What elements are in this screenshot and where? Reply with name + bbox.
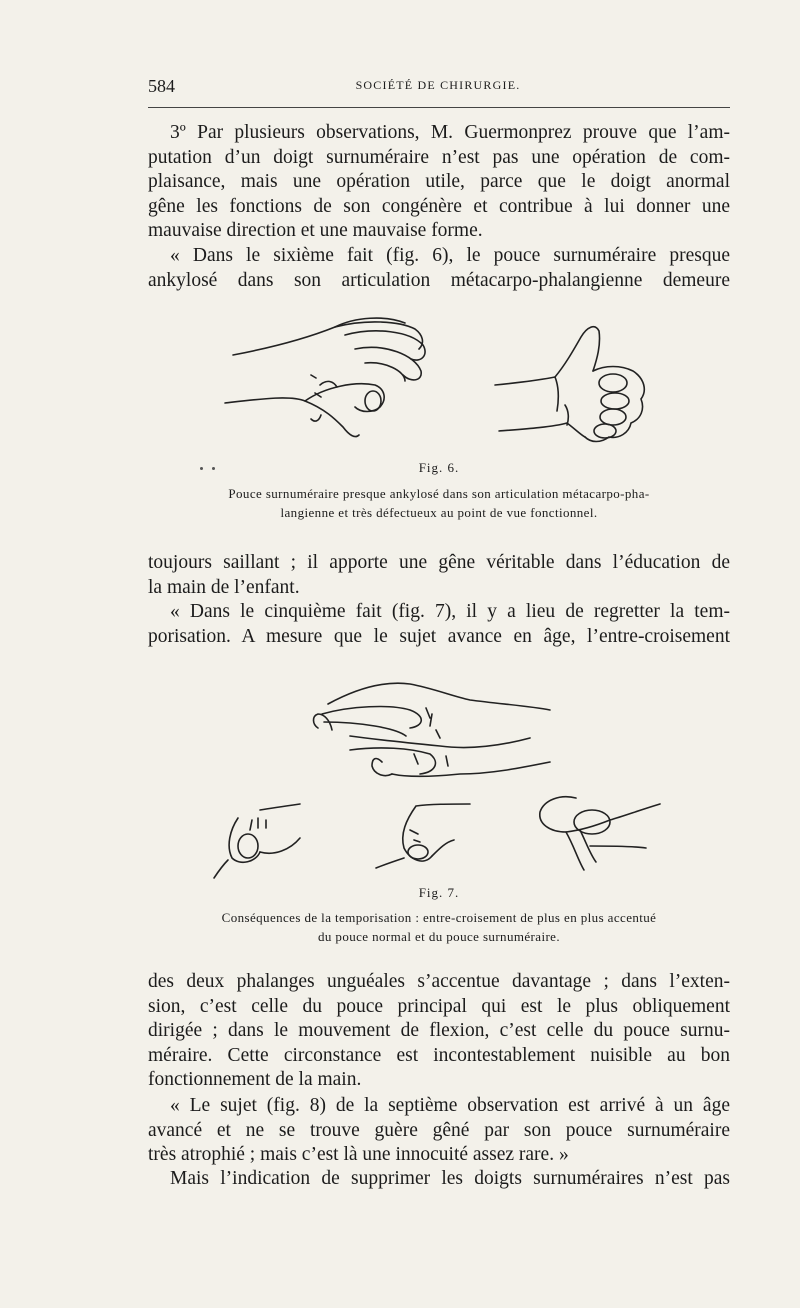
figure-7-illustration — [200, 670, 680, 885]
thumb-detail-1-drawing — [214, 804, 300, 878]
page-number: 584 — [148, 76, 175, 96]
text-line: mauvaise direction et une mauvaise forme. — [148, 220, 483, 241]
figure-7-caption — [148, 908, 730, 946]
caption-line: du pouce normal et du pouce surnuméraire. — [317, 929, 560, 944]
text-line: avancé et ne se trouve guère gêné par son pouce surnuméraire — [148, 1119, 730, 1141]
caption-line: Pouce surnuméraire presque ankylosé dans son articulation métacarpo-pha- — [228, 486, 650, 501]
caption-line: langienne et très défectueux au point de vue fonctionnel. — [280, 505, 598, 520]
hand-flat-drawing — [314, 683, 551, 776]
hand-fist-drawing — [495, 327, 644, 442]
text-line: fonctionnement de la main. — [148, 1069, 362, 1090]
paragraph-crossing — [148, 970, 730, 1093]
hand-side-view-drawing — [225, 318, 425, 437]
thumb-detail-3-drawing — [540, 797, 660, 870]
text-line: putation d’un doigt surnuméraire n’est pas une opération de com- — [148, 146, 730, 168]
text-line: Mais l’indication de supprimer les doigts surnuméraires n’est pas — [170, 1168, 730, 1189]
text-line: plaisance, mais une opération utile, parce que le doigt anormal — [148, 171, 730, 192]
header-rule — [148, 107, 730, 108]
caption-line: Conséquences de la temporisation : entre-croisement de plus en plus accentué — [221, 910, 657, 925]
paragraph-sixth-case — [148, 244, 730, 293]
page-header — [148, 76, 728, 100]
figure-6-illustration — [215, 315, 665, 455]
figure-6-caption — [148, 484, 730, 522]
paragraph-fifth-case — [148, 600, 730, 649]
text-line: toujours saillant ; il apporte une gêne véritable dans l’éducation de — [148, 552, 730, 573]
text-line: la main de l’enfant. — [148, 576, 300, 598]
text-line: « Dans le sixième fait (fig. 6), le pouce surnuméraire presque — [170, 245, 730, 266]
figure-6-label: Fig. 6. — [418, 460, 460, 475]
text-line: sion, c’est celle du pouce principal qui est le plus obliquement — [148, 995, 730, 1017]
text-line: « Le sujet (fig. 8) de la septième observation est arrivé à un âge — [170, 1095, 730, 1116]
text-line: très atrophié ; mais c’est là une innocuité assez rare. » — [148, 1144, 569, 1165]
thumb-detail-2-drawing — [376, 804, 470, 868]
running-title: SOCIÉTÉ DE CHIRURGIE. — [355, 78, 521, 92]
paragraph-seventh-observation — [148, 1094, 730, 1168]
text-line: 3º Par plusieurs observations, M. Guermonprez prouve que l’am- — [170, 122, 730, 143]
paragraph-prominent-thumb — [148, 551, 730, 600]
text-line: ankylosé dans son articulation métacarpo-phalangienne demeure — [148, 269, 730, 291]
text-line: des deux phalanges unguéales s’accentue davantage ; dans l’exten- — [148, 971, 730, 992]
text-line: dirigée ; dans le mouvement de flexion, c’est celle du pouce surnu- — [148, 1020, 730, 1041]
figure-7-label: Fig. 7. — [418, 885, 460, 900]
paragraph-observations — [148, 121, 730, 244]
text-line: « Dans le cinquième fait (fig. 7), il y a lieu de regretter la tem- — [170, 601, 730, 622]
text-line: méraire. Cette circonstance est incontestablement nuisible au bon — [148, 1044, 730, 1066]
text-line: gêne les fonctions de son congénère et contribue à lui donner une — [148, 195, 730, 217]
paragraph-indication — [148, 1167, 730, 1192]
text-line: porisation. A mesure que le sujet avance en âge, l’entre-croisement — [148, 625, 730, 647]
